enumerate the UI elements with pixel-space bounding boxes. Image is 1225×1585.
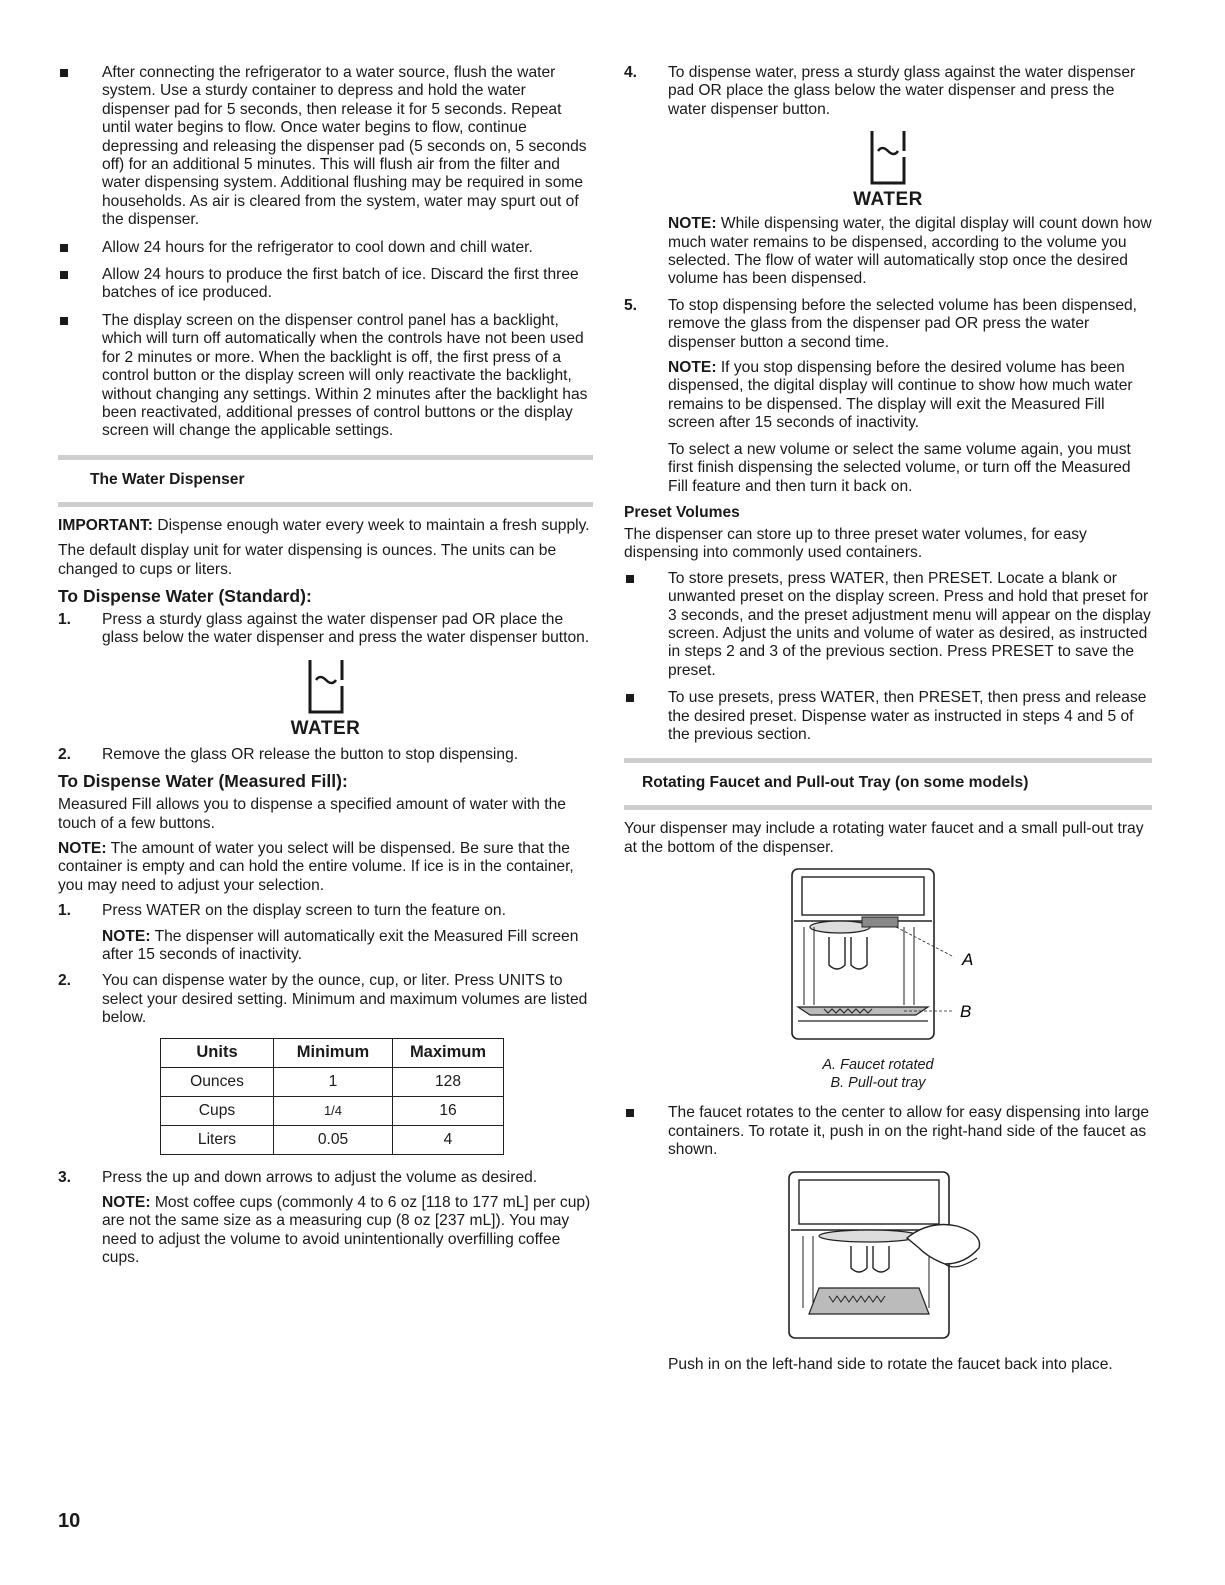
table-cell: 128 (393, 1067, 504, 1096)
left-column (58, 64, 593, 1276)
table-header: Minimum (274, 1038, 393, 1067)
caption-a: A. Faucet rotated (822, 1057, 934, 1074)
callout-a: A (962, 950, 974, 970)
table-cell: Cups (161, 1096, 274, 1125)
bullet-store-presets: To store presets, press WATER, then PRESET. Locate a blank or unwanted preset on the display screen. Press and hold that preset for 3 seconds, and the preset adjustment menu will appear on the display screen. Adjust the units and volume of water as desired, as instructed in steps 2 and 3 of the previous section. Press PRESET to save the preset. (624, 570, 1152, 680)
note-label: NOTE: (58, 839, 107, 857)
step-text: To dispense water, press a sturdy glass against the water dispenser pad OR place the glass below the water dispenser and press the water dispenser button. (668, 64, 1136, 118)
table-cell: 16 (393, 1096, 504, 1125)
important-label: IMPORTANT: (58, 516, 153, 534)
table-cell: 1/4 (274, 1096, 393, 1125)
note-text: The dispenser will automatically exit the Measured Fill screen after 15 seconds of inactivity. (102, 927, 579, 963)
important-text: Dispense enough water every week to maintain a fresh supply. (153, 516, 590, 534)
step-text: Press WATER on the display screen to turn the feature on. (102, 902, 506, 920)
step-text: Press the up and down arrows to adjust the volume as desired. (102, 1168, 538, 1186)
note-text: If you stop dispensing before the desired volume has been dispensed, the digital display will continue to show how much water remains to be dispensed. The display will exit the Measured Fill screen after 15 seconds of inactivity. (668, 359, 1133, 432)
preset-heading: Preset Volumes (624, 503, 740, 521)
table-header: Units (161, 1038, 274, 1067)
faucet-back-paragraph: Push in on the left-hand side to rotate the faucet back into place. (668, 1356, 1113, 1374)
note-label: NOTE: (102, 1194, 151, 1212)
note-text: The amount of water you select will be dispensed. Be sure that the container is empty and can hold the entire volume. If ice is in the container, you may need to adjust your selection. (58, 839, 574, 894)
table-cell: 1 (274, 1067, 393, 1096)
water-glass-figure (624, 129, 1152, 211)
figure-caption (604, 1056, 1152, 1092)
table-header: Maximum (393, 1038, 504, 1067)
note-text: Most coffee cups (commonly 4 to 6 oz [118 to 177 mL] per cup) are not the same size as a measuring cup (8 oz [237 mL]). You may need to adjust the volume to avoid unintentionally overfilling coffee cups. (102, 1194, 591, 1267)
standard-step-2 (58, 746, 593, 764)
measured-step-4 (624, 64, 1152, 119)
bullet-faucet-rotate: The faucet rotates to the center to allow for easy dispensing into large containers. To rotate it, push in on the right-hand side of the faucet as shown. (624, 1104, 1152, 1159)
note-text: While dispensing water, the digital display will count down how much water remains to be dispensed, according to the volume you selected. The flow of water will automatically stop once the desired volume has been dispensed. (668, 215, 1152, 288)
standard-step-1 (58, 611, 593, 648)
note-label: NOTE: (102, 927, 151, 945)
step-number: 2. (58, 972, 72, 990)
bullet-flush: After connecting the refrigerator to a water source, flush the water system. Use a sturdy container to depress and hold the water dispenser pad for 5 seconds, then release it for 5 seconds. Repeat until water begins to flow. Once water begins to flow, continue depressing and releasing the dispenser pad (5 seconds on, 5 seconds off) for an additional 5 minutes. This will flush air from the filter and water dispensing system. Additional flushing may be required in some households. As air is cleared from the system, water may spurt out of the dispenser. (58, 64, 593, 230)
step-text: Press a sturdy glass against the water dispenser pad OR place the glass below the water dispenser and press the water dispenser button. (102, 610, 590, 647)
standard-heading: To Dispense Water (Standard): (58, 585, 312, 606)
step-text: Remove the glass OR release the button to stop dispensing. (102, 745, 519, 763)
dispenser-figure-push (779, 1168, 1152, 1348)
note-label: NOTE: (668, 359, 717, 377)
bullet-use-presets: To use presets, press WATER, then PRESET, then press and release the desired preset. Dispense water as instructed in steps 4 and 5 of the previous section. (624, 689, 1152, 744)
step-number: 4. (624, 64, 638, 81)
water-glass-icon (868, 129, 908, 187)
measured-step-1-note (58, 928, 593, 965)
water-glass-figure (58, 658, 593, 740)
measured-step-3 (58, 1169, 593, 1187)
right-column (624, 64, 1152, 1383)
table-cell: 4 (393, 1125, 504, 1154)
callout-b: B (960, 1002, 972, 1022)
table-row (161, 1096, 504, 1125)
step-text: You can dispense water by the ounce, cup, or liter. Press UNITS to select your desired setting. Minimum and maximum volumes are listed below. (102, 972, 588, 1027)
important-paragraph (58, 517, 593, 535)
measured-step-1 (58, 902, 593, 920)
table-cell: 0.05 (274, 1125, 393, 1154)
units-table (160, 1038, 504, 1155)
measured-step-5 (624, 297, 1152, 352)
measured-step-3-note (58, 1194, 593, 1268)
page-number: 10 (58, 1510, 81, 1532)
step-number: 5. (624, 296, 638, 314)
preset-intro: The dispenser can store up to three preset water volumes, for easy dispensing into commonly used containers. (624, 525, 1087, 562)
step-number: 1. (58, 902, 72, 920)
caption-b: B. Pull-out tray (830, 1075, 926, 1092)
measured-heading: To Dispense Water (Measured Fill): (58, 771, 348, 792)
step-number: 3. (58, 1168, 72, 1186)
step-4-note (624, 215, 1152, 289)
section-band-rotating-faucet (624, 758, 1152, 810)
faucet-intro: Your dispenser may include a rotating water faucet and a small pull-out tray at the bottom of the dispenser. (624, 820, 1144, 856)
bullet-chill: Allow 24 hours for the refrigerator to cool down and chill water. (58, 239, 593, 257)
table-row (161, 1125, 504, 1154)
water-label: WATER (290, 717, 361, 739)
section-title: The Water Dispenser (90, 471, 251, 489)
table-header-row (161, 1038, 504, 1067)
table-cell: Liters (161, 1125, 274, 1154)
section-title: Rotating Faucet and Pull-out Tray (on some models) (642, 774, 1034, 792)
step-number: 2. (58, 745, 72, 763)
default-unit-paragraph: The default display unit for water dispensing is ounces. The units can be changed to cups or liters. (58, 542, 557, 578)
step-text: To stop dispensing before the selected volume has been dispensed, remove the glass from the dispenser pad OR press the water dispenser button a second time. (668, 296, 1137, 351)
section-band-water-dispenser (58, 455, 593, 507)
water-label: WATER (853, 189, 923, 211)
table-row (161, 1067, 504, 1096)
measured-intro: Measured Fill allows you to dispense a specified amount of water with the touch of a few buttons. (58, 796, 566, 832)
measured-step-2 (58, 972, 593, 1027)
note-label: NOTE: (668, 215, 717, 233)
bullet-ice: Allow 24 hours to produce the first batch of ice. Discard the first three batches of ice produced. (58, 266, 593, 303)
dispenser-illustration (784, 865, 994, 1045)
step-number: 1. (58, 610, 72, 628)
water-glass-icon (306, 658, 346, 716)
step-5-extra: To select a new volume or select the same volume again, you must first finish dispensing the selected volume, or turn off the Measured Fill feature and then turn it back on. (668, 440, 1131, 495)
measured-note (58, 840, 593, 895)
table-cell: Ounces (161, 1067, 274, 1096)
dispenser-figure-rotated (784, 865, 1152, 1050)
dispenser-push-illustration (779, 1168, 999, 1343)
step-5-note (624, 359, 1152, 433)
bullet-backlight: The display screen on the dispenser control panel has a backlight, which will turn off automatically when the controls have not been used for 2 minutes or more. When the backlight is off, the first press of a control button or the display screen will only reactivate the backlight, without changing any settings. Within 2 minutes after the backlight has been reactivated, additional presses of control buttons or the display screen will change the applicable settings. (58, 312, 593, 441)
